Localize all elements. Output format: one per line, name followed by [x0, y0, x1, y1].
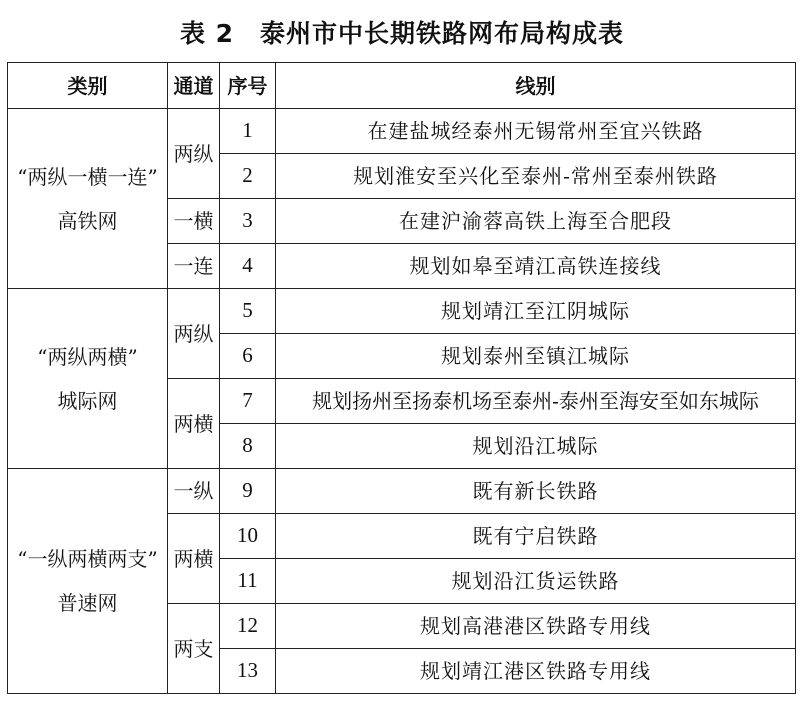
route-name: 规划淮安至兴化至泰州-常州至泰州铁路: [276, 154, 796, 199]
category-type: 城际网: [57, 388, 118, 413]
railway-network-table: [7, 62, 796, 694]
table-row: [8, 109, 796, 154]
row-number: 3: [220, 199, 276, 244]
row-number: 10: [220, 514, 276, 559]
route-name: 规划靖江港区铁路专用线: [276, 649, 796, 694]
category-name: “一纵两横两支”: [17, 547, 158, 571]
row-number: 8: [220, 424, 276, 469]
channel-cell: 两横: [168, 514, 220, 604]
table-row: [8, 289, 796, 334]
route-name: 规划扬州至扬泰机场至泰州-泰州至海安至如东城际: [276, 379, 796, 424]
route-name: 规划沿江货运铁路: [276, 559, 796, 604]
header-category: 类别: [8, 63, 168, 109]
row-number: 4: [220, 244, 276, 289]
table-title: 表 2 泰州市中长期铁路网布局构成表: [179, 19, 625, 48]
category-name: “两纵两横”: [37, 344, 138, 369]
channel-cell: 两支: [168, 604, 220, 694]
route-name: 在建沪渝蓉高铁上海至合肥段: [276, 199, 796, 244]
route-name: 既有宁启铁路: [276, 514, 796, 559]
row-number: 11: [220, 559, 276, 604]
category-name: “两纵一横一连”: [17, 164, 158, 189]
route-name: 既有新长铁路: [276, 469, 796, 514]
route-name: 规划靖江至江阴城际: [276, 289, 796, 334]
row-number: 13: [220, 649, 276, 694]
row-number: 6: [220, 334, 276, 379]
header-route: 线别: [276, 63, 796, 109]
category-cell: [8, 109, 168, 289]
channel-cell: 一连: [168, 244, 220, 289]
category-type: 普速网: [57, 591, 118, 615]
channel-cell: 两横: [168, 379, 220, 469]
row-number: 12: [220, 604, 276, 649]
route-name: 规划泰州至镇江城际: [276, 334, 796, 379]
channel-cell: 两纵: [168, 289, 220, 379]
category-type: 高铁网: [57, 208, 118, 233]
category-cell: [8, 289, 168, 469]
channel-cell: 一纵: [168, 469, 220, 514]
row-number: 5: [220, 289, 276, 334]
category-cell: [8, 469, 168, 694]
route-name: 规划沿江城际: [276, 424, 796, 469]
table-body: [8, 109, 796, 694]
route-name: 规划如皋至靖江高铁连接线: [276, 244, 796, 289]
header-channel: 通道: [168, 63, 220, 109]
channel-cell: 两纵: [168, 109, 220, 199]
row-number: 7: [220, 379, 276, 424]
row-number: 1: [220, 109, 276, 154]
row-number: 9: [220, 469, 276, 514]
route-name: 在建盐城经泰州无锡常州至宜兴铁路: [276, 109, 796, 154]
header-number: 序号: [220, 63, 276, 109]
header-row: [8, 63, 796, 109]
row-number: 2: [220, 154, 276, 199]
table-row: [8, 469, 796, 514]
channel-cell: 一横: [168, 199, 220, 244]
route-name: 规划高港港区铁路专用线: [276, 604, 796, 649]
